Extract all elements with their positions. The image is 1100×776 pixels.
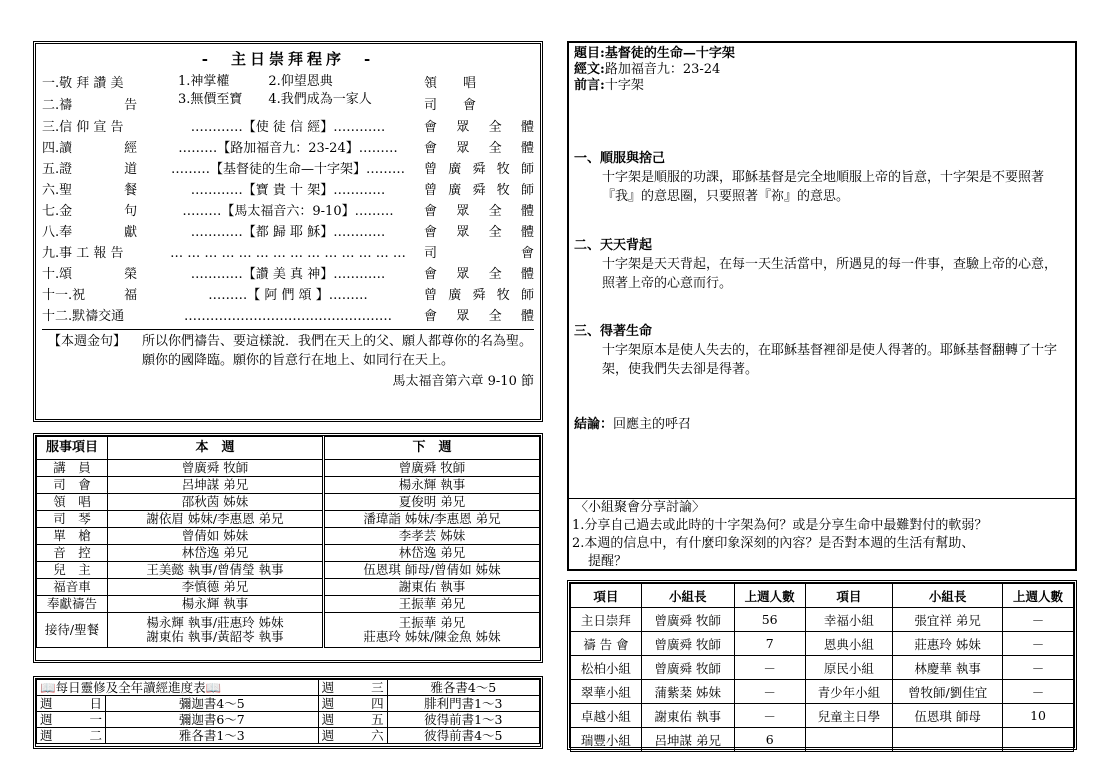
groups-header-cell: 項目 [805, 584, 893, 608]
worship-leader: 會 眾 全 體 [424, 141, 534, 156]
service-row [37, 494, 540, 511]
service-cell: 李慎德 弟兄 [108, 579, 324, 596]
groups-header-cell: 小組長 [641, 584, 734, 608]
worship-item-praise: 一.敬 拜 讚 美 [42, 76, 124, 91]
point-text: 十字架原本是使人失去的，在耶穌基督裡卻是使人得著的。耶穌基督翻轉了十字架，使我們失去卻是得著。 [602, 343, 1058, 377]
service-cell: 接待/聖餐 [37, 613, 108, 648]
preface-text: 十字架 [604, 78, 644, 93]
groups-cell: 曾廣舜 牧師 [641, 632, 734, 656]
service-cell: 夏俊明 弟兄 [324, 494, 540, 511]
discussion-question-2: 2.本週的信息中，有什麼印象深刻的內容？是否對本週的生活有幫助、 [572, 536, 975, 551]
worship-row [42, 264, 534, 285]
worship-item: 八.奉 獻 [42, 225, 138, 240]
worship-row [42, 180, 534, 201]
groups-cell: 恩典小組 [805, 632, 893, 656]
groups-cell [805, 728, 893, 752]
worship-item: 四.讀 經 [42, 141, 138, 156]
worship-title: - 主日崇拜程序 - [201, 50, 375, 68]
groups-cell: 曾廣舜 牧師 [641, 656, 734, 680]
groups-cell: 蒲紫棻 姊妹 [641, 680, 734, 704]
verse-label: 【本週金句】 [48, 334, 127, 349]
worship-detail: ………【路加福音九：23-24】……… [178, 141, 398, 156]
service-cell: 司 琴 [37, 511, 108, 528]
groups-cell: － [1003, 608, 1074, 632]
worship-row [42, 117, 534, 138]
groups-cell: 張宜祥 弟兄 [893, 608, 1003, 632]
reading-book: 腓利門書1～3 [387, 696, 539, 712]
reading-day: 週 五 [318, 712, 387, 728]
worship-row [42, 306, 534, 327]
small-groups-table [570, 583, 1074, 752]
point-text: 十字架是順服的功課，耶穌基督是完全地順服上帝的旨意，十字架是不要照著『我』的意思圈，只要照著『祢』的意思。 [602, 170, 1045, 204]
sermon-conclusion [574, 413, 691, 432]
reading-day: 週 二 [37, 728, 106, 744]
groups-row [571, 632, 1074, 656]
worship-detail: ………【基督徒的生命—十字架】……… [170, 162, 405, 177]
groups-cell: 禱 告 會 [571, 632, 642, 656]
preface-label: 前言: [574, 78, 605, 93]
service-row [37, 613, 540, 648]
worship-item: 九.事 工 報 告 [42, 246, 124, 261]
groups-cell: － [1003, 656, 1074, 680]
groups-cell: 7 [734, 632, 805, 656]
point-heading: 二、天天背起 [574, 238, 653, 253]
service-cell-line: 楊永輝 執事/莊惠玲 姊妹 [146, 615, 284, 630]
service-cell: 林岱逸 弟兄 [324, 545, 540, 562]
groups-cell: 瑞豐小組 [571, 728, 642, 752]
service-roster-panel [33, 433, 543, 663]
groups-cell: 10 [1003, 704, 1074, 728]
worship-item: 十二.默禱交通 [42, 309, 125, 324]
groups-cell: 伍恩琪 師母 [893, 704, 1003, 728]
groups-cell: 曾廣舜 牧師 [641, 608, 734, 632]
service-row [37, 511, 540, 528]
service-cell: 謝依眉 姊妹/李惠恩 弟兄 [108, 511, 324, 528]
worship-row [42, 201, 534, 222]
reading-day: 週 六 [318, 728, 387, 744]
worship-rows [42, 117, 534, 327]
topic-label: 題目: [574, 46, 605, 61]
service-cell [108, 613, 324, 648]
worship-item: 六.聖 餐 [42, 183, 138, 198]
groups-cell: 主日崇拜 [571, 608, 642, 632]
worship-detail: …………【寶 貴 十 架】………… [190, 183, 386, 198]
weekly-verse [42, 329, 534, 391]
service-body [37, 460, 540, 648]
service-cell-line: 謝東佑 執事/黃韶苓 執事 [146, 629, 284, 644]
groups-cell [893, 728, 1003, 752]
groups-header-cell: 上週人數 [1003, 584, 1074, 608]
groups-row [571, 728, 1074, 752]
discussion-section [569, 498, 1075, 571]
groups-cell: 翠華小組 [571, 680, 642, 704]
groups-cell: 曾牧師/劉佳宜 [893, 680, 1003, 704]
verse-text: 所以你們禱告、要這樣說．我們在天上的父、願人都尊你的名為聖。願你的國降臨。願你的旨意行在地上、如同行在天上。 [142, 334, 533, 368]
service-row [37, 545, 540, 562]
service-row [37, 562, 540, 579]
worship-item-labels [42, 73, 137, 117]
service-row [37, 477, 540, 494]
groups-cell: 6 [734, 728, 805, 752]
worship-item: 五.證 道 [42, 162, 138, 177]
worship-leader: 會 眾 全 體 [424, 267, 534, 282]
groups-row [571, 656, 1074, 680]
service-header-cell: 本 週 [108, 437, 324, 460]
worship-leader: 司 會 [424, 246, 534, 261]
point-heading: 三、得著生命 [574, 324, 653, 339]
worship-order-panel [33, 41, 543, 422]
reading-book: 彌迦書6～7 [106, 712, 319, 728]
worship-detail: …………【使 徒 信 經】………… [190, 120, 386, 135]
worship-row [42, 222, 534, 243]
groups-body [571, 608, 1074, 752]
worship-leader: 會 眾 全 體 [424, 204, 534, 219]
groups-row [571, 680, 1074, 704]
service-cell: 楊永輝 執事 [324, 477, 540, 494]
groups-cell: 松柏小組 [571, 656, 642, 680]
worship-detail: ………………………………………… [184, 309, 392, 324]
groups-cell: 幸福小組 [805, 608, 893, 632]
groups-row [571, 704, 1074, 728]
reading-day: 週 日 [37, 696, 106, 712]
hymn-list [178, 73, 372, 109]
groups-header-cell: 項目 [571, 584, 642, 608]
discussion-title: 〈小組聚會分享討論〉 [575, 500, 706, 515]
worship-row [42, 159, 534, 180]
worship-detail: … … … … … … … … … … … … … … [170, 246, 406, 261]
discussion-question-2-cont: 提醒？ [588, 554, 628, 569]
service-cell: 曾廣舜 牧師 [324, 460, 540, 477]
service-cell: 謝東佑 執事 [324, 579, 540, 596]
hymn-line-1: 1.神掌權 2.仰望恩典 [178, 74, 333, 89]
sermon-point-3 [574, 323, 1067, 379]
topic-text: 基督徒的生命—十字架 [604, 46, 735, 61]
worship-lead-prayer: 司 會 [424, 98, 477, 113]
groups-cell: 56 [734, 608, 805, 632]
service-cell: 王振華 弟兄 [324, 596, 540, 613]
groups-cell: － [734, 680, 805, 704]
groups-cell: 呂坤謀 弟兄 [641, 728, 734, 752]
worship-leader: 曾 廣 舜 牧 師 [424, 288, 534, 303]
sermon-point-1 [574, 150, 1067, 206]
service-cell: 伍恩琪 師母/曾倩如 姊妹 [324, 562, 540, 579]
worship-leader: 會 眾 全 體 [424, 225, 534, 240]
groups-cell [1003, 728, 1074, 752]
service-cell: 兒 主 [37, 562, 108, 579]
groups-header-cell: 小組長 [893, 584, 1003, 608]
point-heading: 一、順服與捨己 [574, 151, 666, 166]
service-cell: 曾廣舜 牧師 [108, 460, 324, 477]
groups-cell: － [1003, 680, 1074, 704]
reading-schedule-panel [33, 676, 543, 749]
conclusion-label: 結論： [574, 417, 614, 432]
worship-detail: …………【讚 美 真 神】………… [190, 267, 386, 282]
reading-row [37, 680, 540, 696]
reading-row [37, 712, 540, 728]
worship-row [42, 138, 534, 159]
groups-cell: － [1003, 632, 1074, 656]
point-text: 十字架是天天背起，在每一天生活當中，所遇見的每一件事，查驗上帝的心意，照著上帝的心意而行。 [602, 257, 1058, 291]
reading-schedule-table [36, 679, 540, 744]
reading-book: 彌迦書4～5 [106, 696, 319, 712]
service-header-cell: 服事項目 [37, 437, 108, 460]
worship-leader: 曾 廣 舜 牧 師 [424, 183, 534, 198]
service-cell: 李孝芸 姊妹 [324, 528, 540, 545]
worship-leader: 曾 廣 舜 牧 師 [424, 162, 534, 177]
reading-book: 雅各書4～5 [387, 680, 539, 696]
groups-cell: 兒童主日學 [805, 704, 893, 728]
groups-header-cell: 上週人數 [734, 584, 805, 608]
groups-row [571, 608, 1074, 632]
reading-day: 週 四 [318, 696, 387, 712]
worship-row [42, 285, 534, 306]
service-row [37, 579, 540, 596]
service-cell: 王美懿 執事/曾倩瑩 執事 [108, 562, 324, 579]
service-cell: 司 會 [37, 477, 108, 494]
reading-title: 📖每日靈修及全年讀經進度表📖 [37, 680, 319, 696]
worship-detail: ………【馬太福音六：9-10】……… [182, 204, 394, 219]
service-cell: 潘瑋詣 姊妹/李惠恩 弟兄 [324, 511, 540, 528]
worship-leader: 會 眾 全 體 [424, 120, 534, 135]
groups-header-row [571, 584, 1074, 608]
service-cell: 單 槍 [37, 528, 108, 545]
groups-cell: 原民小組 [805, 656, 893, 680]
sermon-scripture [574, 62, 1070, 78]
verse-reference: 馬太福音第六章 9-10 節 [392, 374, 534, 389]
worship-row [42, 243, 534, 264]
service-cell-line: 王振華 弟兄 [398, 615, 466, 630]
reading-row [37, 728, 540, 744]
reading-day: 週 三 [318, 680, 387, 696]
reading-book: 彼得前書4～5 [387, 728, 539, 744]
reading-row [37, 696, 540, 712]
groups-cell: 林慶華 執事 [893, 656, 1003, 680]
worship-item: 三.信 仰 宣 告 [42, 120, 124, 135]
service-cell: 楊永輝 執事 [108, 596, 324, 613]
scripture-text: 路加福音九：23-24 [604, 62, 721, 77]
groups-cell: － [734, 704, 805, 728]
sermon-topic [574, 46, 1070, 62]
service-row [37, 528, 540, 545]
groups-cell: 青少年小組 [805, 680, 893, 704]
sermon-preface [574, 78, 1070, 94]
worship-item: 十.頌 榮 [42, 267, 138, 282]
reading-book: 彼得前書1～3 [387, 712, 539, 728]
service-cell: 福音車 [37, 579, 108, 596]
worship-lead-praise: 領 唱 [424, 76, 477, 91]
service-cell: 奉獻禱告 [37, 596, 108, 613]
conclusion-text: 回應主的呼召 [613, 417, 692, 432]
worship-leaders [424, 73, 534, 117]
worship-row-praise [42, 73, 534, 117]
service-cell [324, 613, 540, 648]
small-groups-panel [567, 580, 1077, 750]
service-cell-line: 莊惠玲 姊妹/陳金魚 姊妹 [363, 629, 501, 644]
service-roster-table [36, 436, 540, 648]
service-cell: 林岱逸 弟兄 [108, 545, 324, 562]
worship-item: 十一.祝 福 [42, 288, 138, 303]
discussion-question-1: 1.分享自己過去或此時的十字架為何？或是分享生命中最難對付的軟弱？ [572, 518, 988, 533]
groups-cell: 謝東佑 執事 [641, 704, 734, 728]
worship-detail: …………【都 歸 耶 穌】………… [190, 225, 386, 240]
worship-item-prayer: 二.禱 告 [42, 98, 138, 113]
service-cell: 講 員 [37, 460, 108, 477]
scripture-label: 經文: [574, 62, 605, 77]
hymn-line-2: 3.無價至寶 4.我們成為一家人 [178, 92, 372, 107]
worship-leader: 會 眾 全 體 [424, 309, 534, 324]
sermon-notes-panel [567, 41, 1077, 571]
service-cell: 邵秋茵 姊妹 [108, 494, 324, 511]
groups-cell: 莊惠玲 姊妹 [893, 632, 1003, 656]
service-row [37, 460, 540, 477]
sermon-point-2 [574, 237, 1067, 293]
groups-cell: － [734, 656, 805, 680]
service-cell: 音 控 [37, 545, 108, 562]
reading-day: 週 一 [37, 712, 106, 728]
reading-body [37, 680, 540, 744]
worship-item: 七.金 句 [42, 204, 138, 219]
service-cell: 呂坤謀 弟兄 [108, 477, 324, 494]
service-row [37, 596, 540, 613]
service-header-row [37, 437, 540, 460]
reading-book: 雅各書1～3 [106, 728, 319, 744]
service-cell: 領 唱 [37, 494, 108, 511]
groups-cell: 卓越小組 [571, 704, 642, 728]
service-cell: 曾倩如 姊妹 [108, 528, 324, 545]
service-header-cell: 下 週 [324, 437, 540, 460]
worship-detail: ………【 阿 們 頌 】……… [208, 288, 368, 303]
